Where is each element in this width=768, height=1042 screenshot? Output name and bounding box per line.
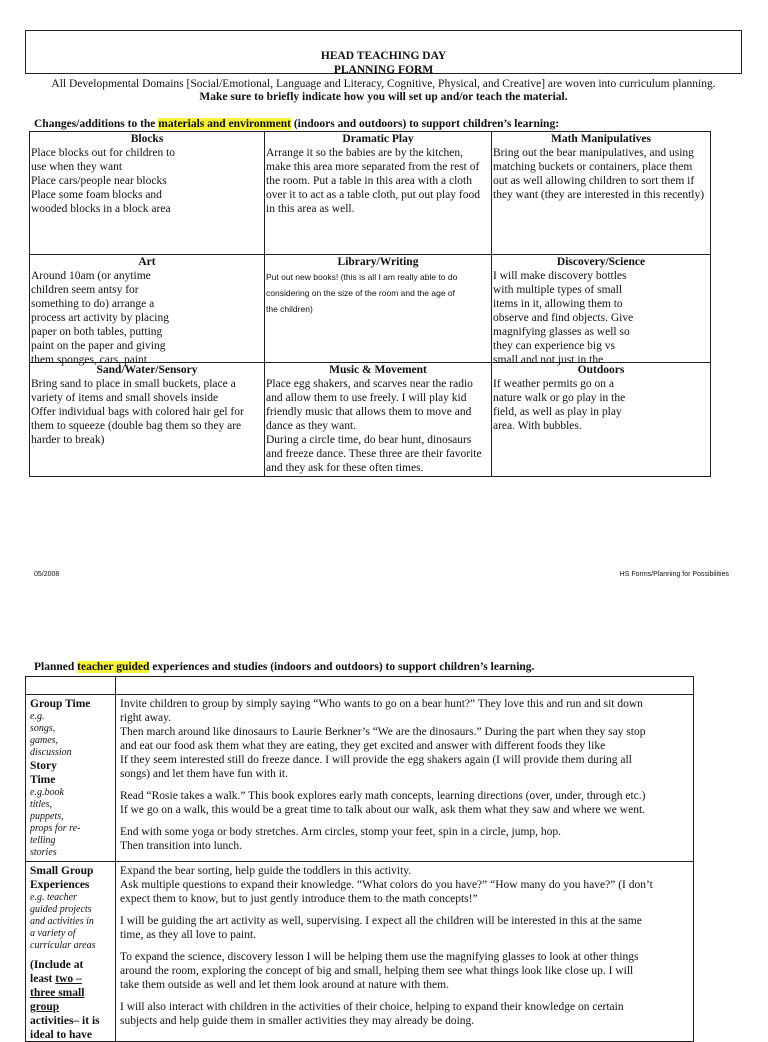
environment-grid <box>29 131 711 477</box>
area-blocks: Blocks Place blocks out for children to use when they want Place cars/people near blocks Place some foam blocks and wooded blocks in a block area <box>30 132 265 255</box>
form-subtitle: PLANNING FORM <box>333 64 434 76</box>
area-discovery-science: Discovery/Science I will make discovery bottles with multiple types of small items in it, allowing them to observe and find objects. Give magnifying glasses as well so they can experience big vs small and not just in the <box>492 255 711 363</box>
footer-date: 05/2008 <box>34 571 60 578</box>
small-group-content: Expand the bear sorting, help guide the toddlers in this activity. Ask multiple questions to expand their knowledge. “What colors do you have?” “How many do you have?” (I don’t expect them to know, but to just gently introduce them to the math concepts!” I will be guiding the art activity as well, supervising. I expect all the children will be interested in this at the same time, as they all love to paint. To expand the science, discovery lesson I will be helping them use the magnifying glasses to look at other things around the room, exploring the concept of big and small, helping them see what things look like close up. I will take them outside as well and let them look around at nature with them. I will also interact with children in the activities of their choice, helping to expand their knowledge on certain subjects and help guide them in smaller activities they may already be doing. <box>116 862 694 1042</box>
intro-line-1: All Developmental Domains [Social/Emotional, Language and Literacy, Cognitive, Physical, and Creative] are woven into curriculum planning. <box>51 78 716 90</box>
area-art: Art Around 10am (or anytime children seem antsy for something to do) arrange a process art activity by placing paper on both tables, putting paint on the paper and giving them sponges, cars, paint <box>30 255 265 363</box>
highlighted-text: teacher guided <box>77 661 150 673</box>
area-library-writing: Library/Writing Put out new books! (this is all I am really able to do considering on the size of the room and the age of the children) <box>265 255 492 363</box>
area-outdoors: Outdoors If weather permits go on a nature walk or go play in the field, as well as play in play area. With bubbles. <box>492 363 711 477</box>
teacher-guided-section-heading: Planned teacher guided experiences and studies (indoors and outdoors) to support children’s learning. <box>34 661 535 673</box>
environment-section-heading: Changes/additions to the materials and environment (indoors and outdoors) to support children’s learning: <box>34 118 560 130</box>
area-dramatic-play: Dramatic Play Arrange it so the babies are by the kitchen, make this area more separated from the rest of the room. Put a table in this area with a cloth over it to act as a table cloth, put out play food in this area as well. <box>265 132 492 255</box>
teacher-guided-table <box>25 676 694 1042</box>
form-title: HEAD TEACHING DAY <box>320 50 447 62</box>
form-title-box <box>25 30 742 74</box>
table-header-left <box>26 677 116 695</box>
area-math-manipulatives: Math Manipulatives Bring out the bear manipulatives, and using matching buckets or containers, place them out as well allowing children to sort them if they want (they are interested in this recently) <box>492 132 711 255</box>
highlighted-text: materials and environment <box>158 118 291 130</box>
group-time-content: Invite children to group by simply saying “Who wants to go on a bear hunt?” They love this and run and sit down right away. Then march around like dinosaurs to Laurie Berkner’s “We are the dinosaurs.” During the part when they say stop and eat our food ask them what they are eating, they get excited and answer with different foods they like If they seem interested still do freeze dance. I will provide the egg shakers again (I will provide them during all songs) and let them have fun with it. Read “Rosie takes a walk.” This book explores early math concepts, learning directions (over, under, through etc.) If we go on a walk, this would be a great time to talk about our walk, ask them what they saw and where we went. End with some yoga or body stretches. Arm circles, stomp your feet, spin in a circle, jump, hop. Then transition into lunch. <box>116 695 694 862</box>
table-header-right <box>116 677 694 695</box>
area-music-movement: Music & Movement Place egg shakers, and scarves near the radio and allow them to use freely. I will play kid friendly music that allows them to move and dance as they want. During a circle time, do bear hunt, dinosaurs and freeze dance. These three are their favorite and they ask for these often times. <box>265 363 492 477</box>
small-group-label-cell: Small Group Experiences e.g. teacher guided projects and activities in a variety of curricular areas (Include at least two – three small group activities– it is ideal to have <box>26 862 116 1042</box>
footer-source: HS Forms/Planning for Possibilities <box>619 571 729 578</box>
intro-line-2: Make sure to briefly indicate how you will set up and/or teach the material. <box>199 91 568 103</box>
intro <box>25 78 742 104</box>
group-time-label-cell: Group Time e.g. songs, games, discussion Story Time e.g.book titles, puppets, props for re- telling stories <box>26 695 116 862</box>
area-sand-water-sensory: Sand/Water/Sensory Bring sand to place in small buckets, place a variety of items and small shovels inside Offer individual bags with colored hair gel for them to squeeze (double bag them so they are harder to break) <box>30 363 265 477</box>
